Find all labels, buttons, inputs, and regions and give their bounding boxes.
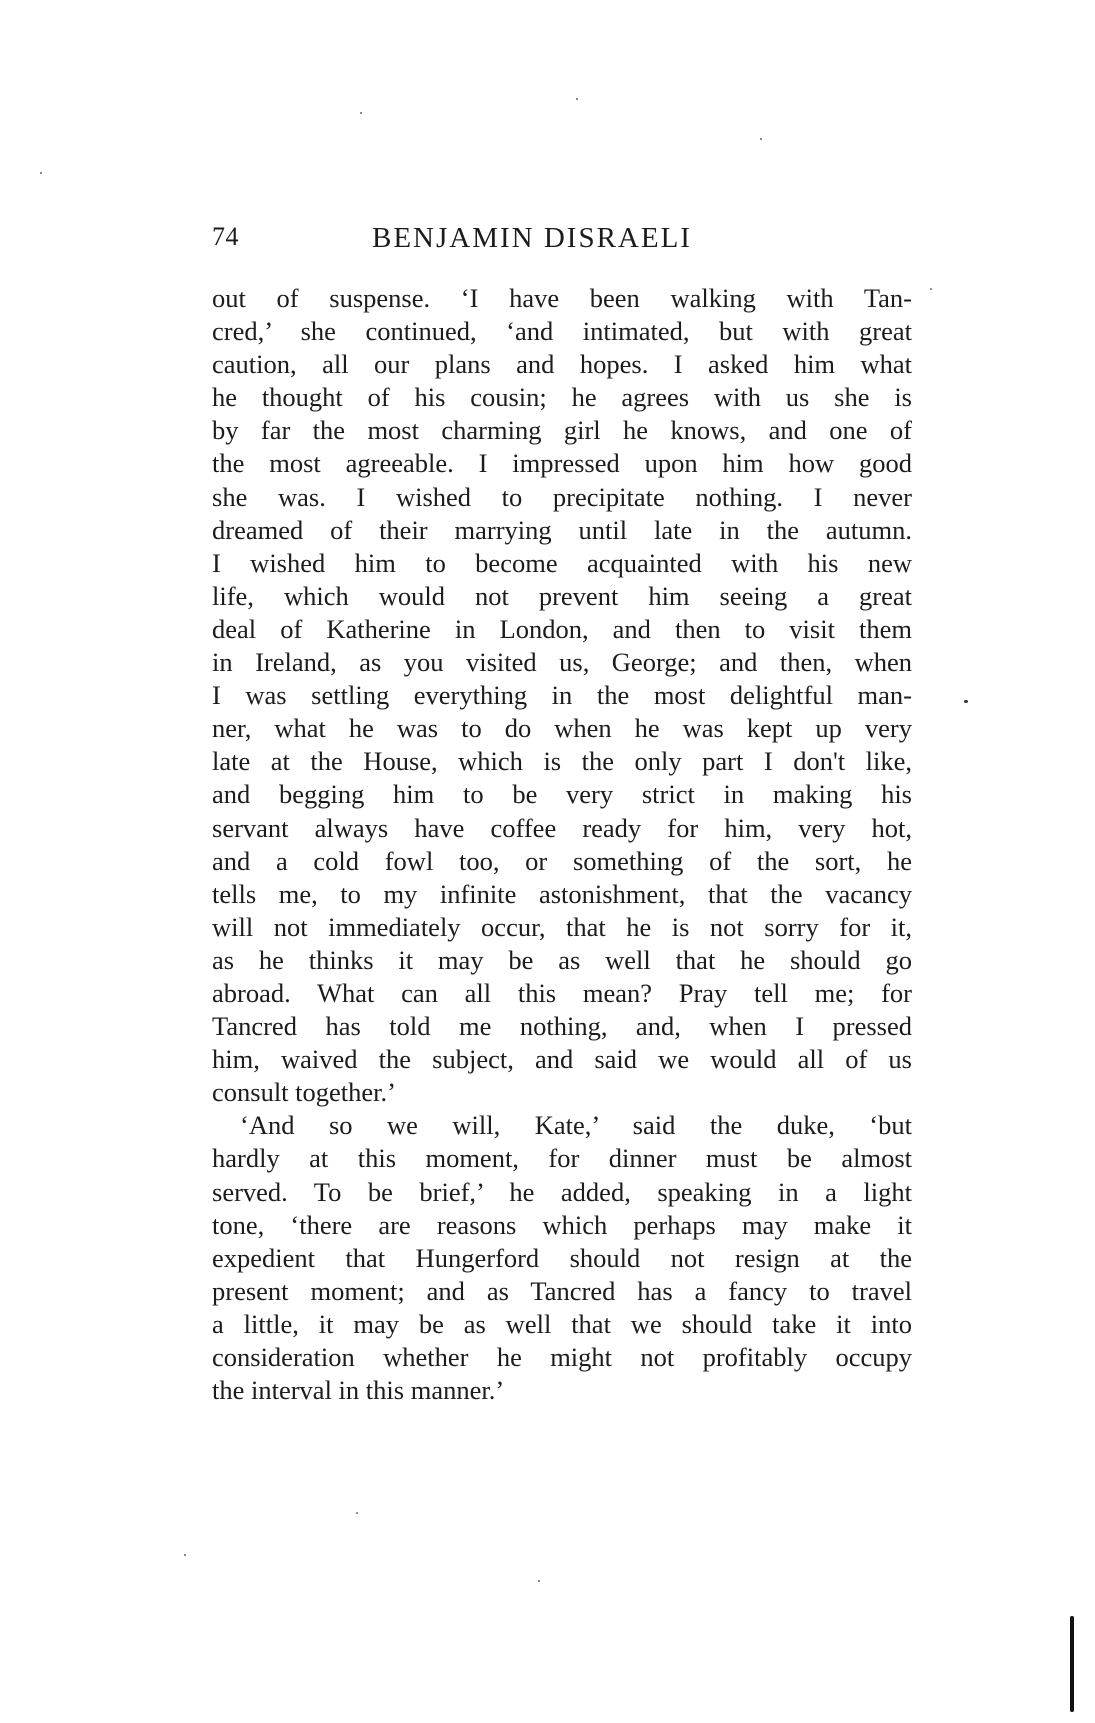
scan-speck	[40, 172, 42, 174]
text-line: consult together.’	[212, 1077, 396, 1108]
text-line: out of suspense. ‘I have been walking with Tan-	[212, 283, 912, 313]
scan-speck	[576, 98, 578, 100]
text-line: he thought of his cousin; he agrees with us she is	[212, 382, 912, 413]
text-line: consideration whether he might not profitably occupy	[212, 1342, 912, 1372]
scan-speck	[760, 138, 762, 140]
text-line: Tancred has told me nothing, and, when I pressed	[212, 1011, 912, 1042]
text-line: the interval in this manner.’	[212, 1375, 505, 1406]
scan-speck	[360, 112, 362, 114]
text-line: caution, all our plans and hopes. I asked him what	[212, 349, 912, 380]
running-head	[212, 222, 912, 262]
text-line: she was. I wished to precipitate nothing. I never	[212, 481, 912, 512]
text-line: deal of Katherine in London, and then to visit them	[212, 613, 912, 644]
text-line: cred,’ she continued, ‘and intimated, but with great	[212, 316, 912, 347]
text-line: servant always have coffee ready for him, very hot,	[212, 812, 912, 843]
scan-speck	[184, 1554, 186, 1556]
text-line: in Ireland, as you visited us, George; and then, when	[212, 647, 912, 678]
text-line: dreamed of their marrying until late in the autumn.	[212, 514, 912, 545]
scan-edge-mark	[1070, 1616, 1074, 1712]
scan-speck	[964, 700, 968, 703]
page-number: 74	[212, 222, 239, 251]
text-line: present moment; and as Tancred has a fancy to travel	[212, 1275, 912, 1306]
text-line: life, which would not prevent him seeing a great	[212, 580, 912, 611]
text-line: the most agreeable. I impressed upon him how good	[212, 448, 912, 479]
body-text	[212, 282, 912, 1407]
text-line: I was settling everything in the most delightful man-	[212, 680, 912, 711]
text-line: served. To be brief,’ he added, speaking in a light	[212, 1176, 912, 1207]
scan-speck	[538, 1580, 540, 1582]
text-line: hardly at this moment, for dinner must be almost	[212, 1143, 912, 1174]
scan-speck	[356, 1512, 358, 1514]
text-line: by far the most charming girl he knows, and one of	[212, 415, 912, 446]
text-line: him, waived the subject, and said we would all of us	[212, 1044, 912, 1075]
text-line: tone, ‘there are reasons which perhaps may make it	[212, 1209, 912, 1240]
text-line: and begging him to be very strict in making his	[212, 779, 912, 810]
scan-speck	[930, 288, 932, 290]
text-line: ‘And so we will, Kate,’ said the duke, ‘but	[240, 1110, 912, 1141]
text-line: and a cold fowl too, or something of the sort, he	[212, 845, 912, 876]
text-line: ner, what he was to do when he was kept up very	[212, 713, 912, 744]
running-title: BENJAMIN DISRAELI	[372, 222, 692, 254]
text-line: tells me, to my infinite astonishment, that the vacancy	[212, 878, 912, 909]
text-line: abroad. What can all this mean? Pray tell me; for	[212, 977, 912, 1008]
text-line: will not immediately occur, that he is not sorry for it,	[212, 911, 912, 942]
text-line: as he thinks it may be as well that he should go	[212, 944, 912, 975]
text-line: a little, it may be as well that we should take it into	[212, 1308, 912, 1339]
text-line: late at the House, which is the only part I don't like,	[212, 746, 912, 777]
text-line: expedient that Hungerford should not resign at the	[212, 1242, 912, 1273]
text-line: I wished him to become acquainted with his new	[212, 547, 912, 578]
